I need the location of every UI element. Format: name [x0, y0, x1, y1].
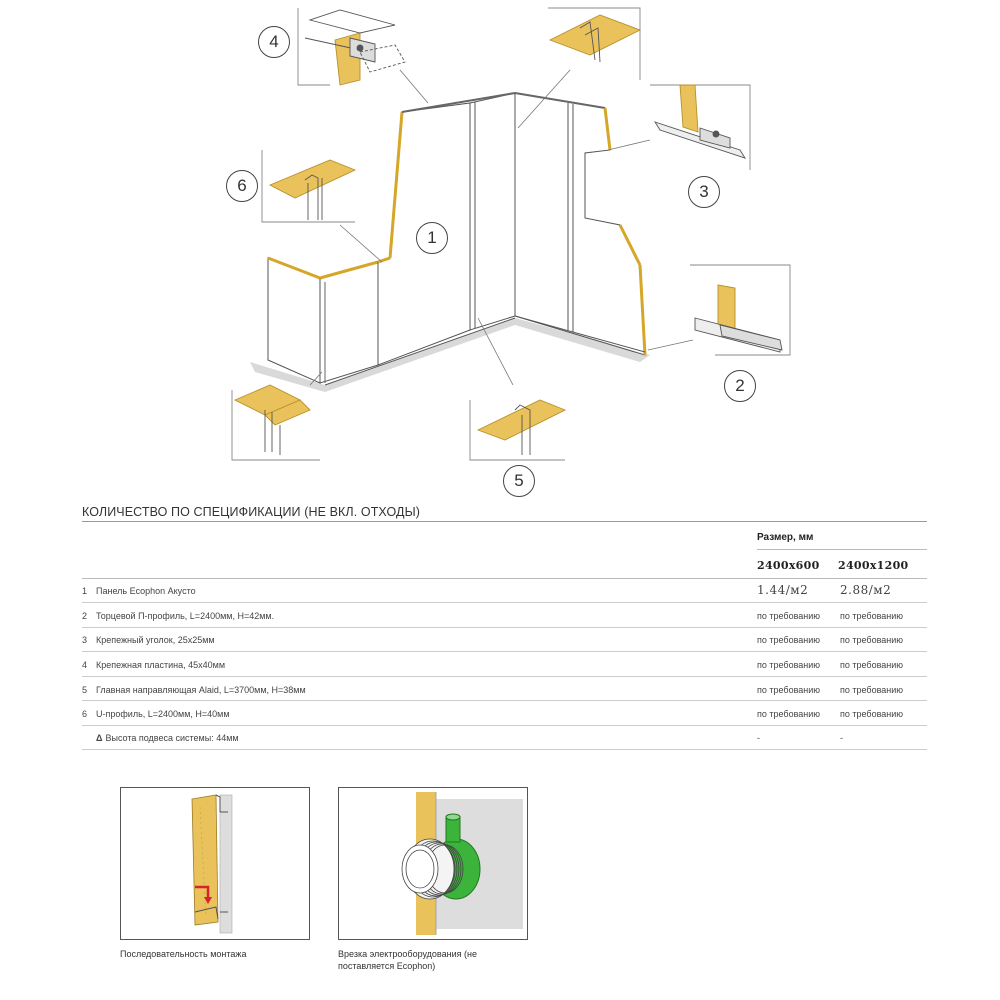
row-divider [82, 676, 927, 677]
cell-value: по требованию [757, 635, 821, 645]
detail-2-edge-profile [690, 265, 790, 355]
callout-2: 2 [724, 370, 756, 402]
row-divider [82, 627, 927, 628]
cell-value: по требованию [840, 709, 904, 719]
panel-main-mid [470, 93, 515, 330]
callout-4: 4 [258, 26, 290, 58]
detail-top-profile [548, 8, 640, 80]
row-divider [82, 700, 927, 701]
header-bottom-rule [82, 578, 927, 579]
cell-value: по требованию [840, 611, 904, 621]
caption-electrical-cutout: Врезка электрооборудования (не поставляется Ecophon) [338, 949, 477, 971]
table-row: 1 Панель Ecophon Акусто [82, 586, 196, 596]
row-divider [82, 725, 927, 726]
cell-value: по требованию [757, 611, 821, 621]
panel-small-left [268, 258, 320, 383]
cell-value: - [840, 733, 843, 743]
panel-small-right [320, 262, 378, 383]
spec-top-rule [82, 521, 927, 522]
row-divider [82, 602, 927, 603]
detail-5-main-runner [470, 400, 565, 460]
spec-title: КОЛИЧЕСТВО ПО СПЕЦИФИКАЦИИ (НЕ ВКЛ. ОТХОДЫ) [82, 505, 420, 519]
cell-value: по требованию [757, 709, 821, 719]
cell-value: по требованию [757, 685, 821, 695]
cell-value: по требованию [840, 685, 904, 695]
cell-value: по требованию [840, 635, 904, 645]
cell-value: по требованию [757, 660, 821, 670]
detail-4-fixing-plate [298, 8, 405, 85]
caption-mounting-sequence: Последовательность монтажа [120, 949, 247, 959]
callout-3: 3 [688, 176, 720, 208]
mounting-sequence-figure [120, 787, 310, 940]
table-row: 5 Главная направляющая Alaid, L=3700мм, H=38мм [82, 685, 306, 695]
detail-corner-joint [232, 385, 320, 460]
table-row: 3 Крепежный уголок, 25x25мм [82, 635, 215, 645]
row-divider [82, 651, 927, 652]
table-row: Δ Высота подвеса системы: 44мм [96, 733, 239, 743]
table-row: 6 U-профиль, L=2400мм, H=40мм [82, 709, 230, 719]
callout-6: 6 [226, 170, 258, 202]
table-row: 2 Торцевой П-профиль, L=2400мм, H=42мм. [82, 611, 275, 621]
row-divider [82, 749, 927, 750]
cell-value: 2.88/м2 [840, 583, 892, 597]
table-row: 4 Крепежная пластина, 45x40мм [82, 660, 226, 670]
cell-value: - [757, 733, 760, 743]
size-header: Размер, мм [757, 532, 814, 543]
column-header-2400x1200: 2400x1200 [838, 559, 909, 572]
size-header-rule [757, 549, 927, 550]
cell-value: 1.44/м2 [757, 583, 809, 597]
detail-3-corner-angle [650, 85, 750, 170]
callout-5: 5 [503, 465, 535, 497]
panel-right [515, 93, 645, 355]
callout-1: 1 [416, 222, 448, 254]
electrical-cutout-figure [338, 787, 528, 940]
detail-6-u-profile [262, 150, 355, 222]
column-header-2400x600: 2400x600 [757, 559, 820, 572]
cell-value: по требованию [840, 660, 904, 670]
